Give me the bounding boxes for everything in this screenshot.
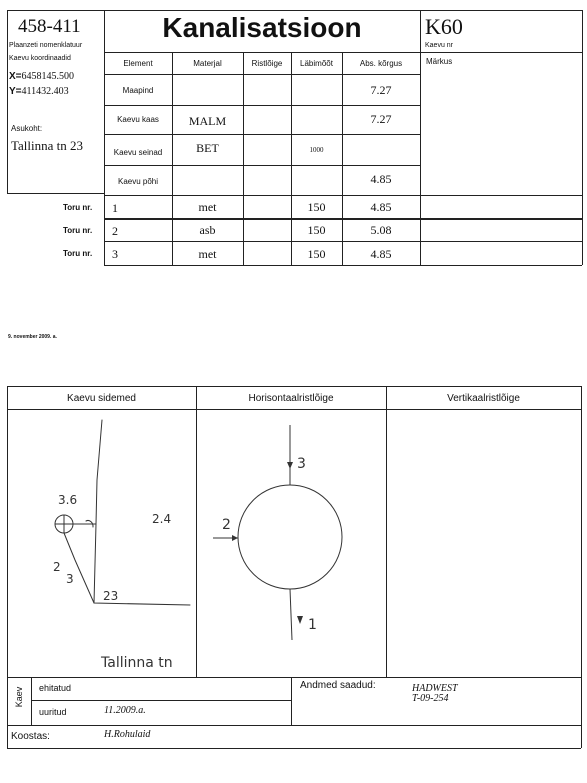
sketch-label: 3	[66, 572, 74, 586]
street-sketch-label: Tallinna tn	[101, 655, 173, 671]
col-notes: Märkus	[426, 57, 453, 66]
coords-caption: Kaevu koordinaadid	[9, 55, 71, 62]
coord-y-value: 411432.403	[21, 86, 69, 97]
sketch-label: 2	[53, 560, 61, 574]
pipe-material: asb	[199, 222, 216, 237]
pipe-sketch-label: 1	[308, 617, 317, 633]
location-value: Tallinna tn 23	[11, 138, 84, 153]
col-element: Element	[123, 58, 153, 68]
pipe-diameter: 150	[307, 199, 326, 214]
pipe-diameter: 150	[307, 246, 326, 261]
col-diameter: Läbimõõt	[300, 58, 333, 68]
row-diameter: 1000	[309, 145, 324, 154]
date-note: 9. november 2009. a.	[8, 334, 57, 340]
pipe-sketch-label: 2	[222, 517, 231, 533]
coord-x-value: 6458145.500	[21, 71, 75, 82]
page-title: Kanalisatsioon	[162, 12, 362, 43]
pipe-nr: 1	[112, 201, 118, 215]
side-label: Kaev	[14, 686, 24, 708]
row-height: 7.27	[370, 82, 392, 97]
coord-y-label: Y=	[9, 86, 22, 97]
pipe-material: met	[198, 199, 217, 214]
pipe-nr: 2	[112, 224, 118, 238]
col-material: Materjal	[193, 58, 222, 68]
nomenclature-caption: Plaanzeti nomenklatuur	[9, 42, 83, 49]
sketch-label: 2.4	[152, 512, 172, 526]
coord-x-label: X=	[9, 71, 22, 82]
sketch-label: 23	[103, 589, 119, 603]
pipe-label: Toru nr.	[63, 203, 93, 212]
col-cross: Ristlõige	[251, 58, 283, 68]
panel-horizontal-title: Horisontaalristlõige	[248, 392, 334, 404]
author-value: H.Rohulaid	[104, 729, 151, 740]
pipe-sketch-label: 3	[297, 456, 306, 472]
source-label: Andmed saadud:	[300, 680, 376, 691]
pipe-height: 4.85	[370, 246, 392, 261]
pipe-height: 4.85	[370, 199, 392, 214]
row-height: 7.27	[370, 112, 392, 126]
well-number: K60	[425, 14, 463, 39]
well-number-caption: Kaevu nr	[425, 42, 454, 49]
location-caption: Asukoht:	[11, 124, 43, 133]
row-element: Kaevu seinad	[113, 148, 163, 157]
pipe-material: met	[198, 246, 217, 261]
sketch-label: 3.6	[58, 493, 78, 507]
row-height: 4.85	[370, 171, 392, 186]
pipe-label: Toru nr.	[63, 249, 93, 258]
row-element: Maapind	[122, 85, 154, 95]
source-value: HADWEST	[412, 683, 458, 694]
nomenclature: 458-411	[18, 16, 81, 37]
row-material: MALM	[188, 114, 227, 128]
measured-label: uuritud	[39, 707, 67, 717]
measured-value: 11.2009.a.	[104, 705, 146, 716]
col-height: Abs. kõrgus	[359, 58, 403, 68]
panel-connections-title: Kaevu sidemed	[67, 392, 136, 404]
author-label: Koostas:	[11, 731, 50, 742]
source-value: T-09-254	[412, 693, 449, 704]
row-element: Kaevu põhi	[117, 176, 159, 186]
pipe-height: 5.08	[370, 222, 392, 237]
row-element: Kaevu kaas	[117, 115, 159, 124]
pipe-diameter: 150	[307, 222, 326, 237]
pipe-nr: 3	[112, 247, 118, 261]
built-label: ehitatud	[39, 683, 72, 693]
panel-vertical-title: Vertikaalristlõige	[447, 392, 520, 404]
pipe-label: Toru nr.	[63, 226, 93, 235]
row-material: BET	[196, 141, 219, 155]
